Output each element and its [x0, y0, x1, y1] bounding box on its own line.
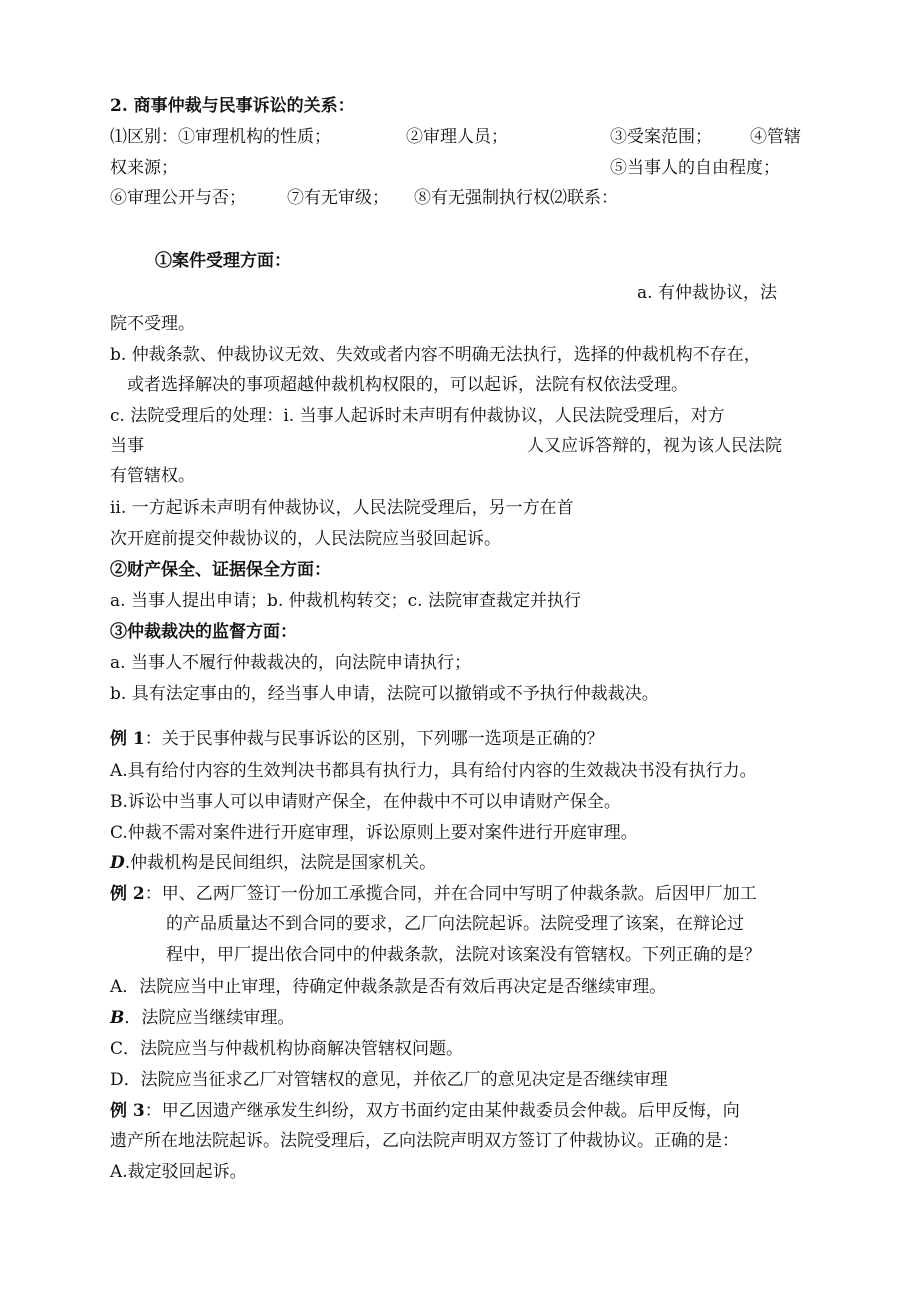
diff-item-4a: ④管辖: [750, 127, 801, 147]
diff-item-2: ②审理人员；: [406, 127, 508, 147]
example3-question-text: ：甲乙因遗产继承发生纠纷，双方书面约定由某仲裁委员会仲裁。后甲反悔，向: [144, 1101, 740, 1121]
part3-heading: ③仲裁裁决的监督方面：: [110, 622, 297, 642]
part2-line: a. 当事人提出申请；b. 仲裁机构转交；c. 法院审查裁定并执行: [110, 591, 581, 611]
example1-option-c: C.仲裁不需对案件进行开庭审理，诉讼原则上要对案件进行开庭审理。: [110, 823, 638, 843]
example2-question-line1: [110, 883, 757, 905]
part1-c-line3: 有管辖权。: [110, 466, 195, 486]
part3-a: a. 当事人不履行仲裁裁决的，向法院申请执行；: [110, 653, 471, 673]
example3-question-line1: [110, 1100, 740, 1122]
example1-question: [110, 728, 604, 750]
example1-answer-mark: D: [110, 853, 125, 873]
example1-option-d: [110, 852, 436, 874]
example1-option-d-text: .仲裁机构是民间组织，法院是国家机关。: [124, 853, 437, 873]
part1-b-line2: 或者选择解决的事项超越仲裁机构权限的，可以起诉，法院有权依法受理。: [127, 375, 688, 395]
part2-heading: ②财产保全、证据保全方面：: [110, 560, 331, 580]
example1-option-b: B.诉讼中当事人可以申请财产保全，在仲裁中不可以申请财产保全。: [110, 792, 621, 812]
diff-item-6: ⑥审理公开与否；: [110, 188, 246, 208]
example3-option-a: A.裁定驳回起诉。: [110, 1162, 247, 1182]
example2-option-b-text: ．法院应当继续审理。: [124, 1008, 295, 1028]
diff-item-3: ③受案范围；: [610, 127, 712, 147]
example1-question-text: ：关于民事仲裁与民事诉讼的区别，下列哪一选项是正确的？: [144, 729, 604, 749]
example2-question-text: ：甲、乙两厂签订一份加工承揽合同，并在合同中写明了仲裁条款。后因甲厂加工: [144, 884, 757, 904]
example2-option-c: C．法院应当与仲裁机构协商解决管辖权问题。: [110, 1039, 464, 1059]
part3-b: b. 具有法定事由的，经当事人申请，法院可以撤销或不予执行仲裁裁决。: [110, 684, 659, 704]
example2-option-b: [110, 1007, 294, 1029]
diff-item-5: ⑤当事人的自由程度；: [610, 158, 780, 178]
part1-c-line2a: 当事: [110, 436, 144, 456]
part1-heading: ①案件受理方面：: [155, 251, 291, 271]
example2-question-line2: 的产品质量达不到合同的要求，乙厂向法院起诉。法院受理了该案，在辩论过: [166, 914, 744, 934]
example3-label: 例 3: [110, 1101, 145, 1121]
diff-item-8: ⑧有无强制执行权⑵联系：: [414, 188, 618, 208]
part1-b-line1: b. 仲裁条款、仲裁协议无效、失效或者内容不明确无法执行，选择的仲裁机构不存在，: [110, 345, 761, 365]
diff-item-4b: 权来源；: [110, 158, 178, 178]
part1-a-line2: 院不受理。: [110, 314, 195, 334]
example2-answer-mark: B: [110, 1008, 125, 1028]
part1-c-line1: c. 法院受理后的处理：i. 当事人起诉时未声明有仲裁协议，人民法院受理后，对方: [110, 406, 725, 426]
example2-label: 例 2: [110, 884, 145, 904]
part1-c-line2b: 人又应诉答辩的，视为该人民法院: [527, 436, 782, 456]
section-title: 2. 商事仲裁与民事诉讼的关系：: [110, 96, 355, 116]
diff-item-1: ⑴区别：①审理机构的性质；: [110, 127, 331, 147]
example3-question-line2: 遗产所在地法院起诉。法院受理后，乙向法院声明双方签订了仲裁协议。正确的是：: [110, 1131, 739, 1151]
example2-option-d: D．法院应当征求乙厂对管辖权的意见，并依乙厂的意见决定是否继续审理: [110, 1070, 668, 1090]
example1-label: 例 1: [110, 729, 145, 749]
example2-question-line3: 程中，甲厂提出依合同中的仲裁条款，法院对该案没有管辖权。下列正确的是？: [166, 945, 761, 965]
diff-item-7: ⑦有无审级；: [287, 188, 389, 208]
example2-option-a: A．法院应当中止审理，待确定仲裁条款是否有效后再决定是否继续审理。: [110, 977, 667, 997]
part1-a-line1: a. 有仲裁协议，法: [637, 283, 777, 303]
part1-c-line5: 次开庭前提交仲裁协议的，人民法院应当驳回起诉。: [110, 529, 501, 549]
part1-c-line4: ii. 一方起诉未声明有仲裁协议，人民法院受理后，另一方在首: [110, 498, 574, 518]
example1-option-a: A.具有给付内容的生效判决书都具有执行力，具有给付内容的生效裁决书没有执行力。: [110, 761, 757, 781]
